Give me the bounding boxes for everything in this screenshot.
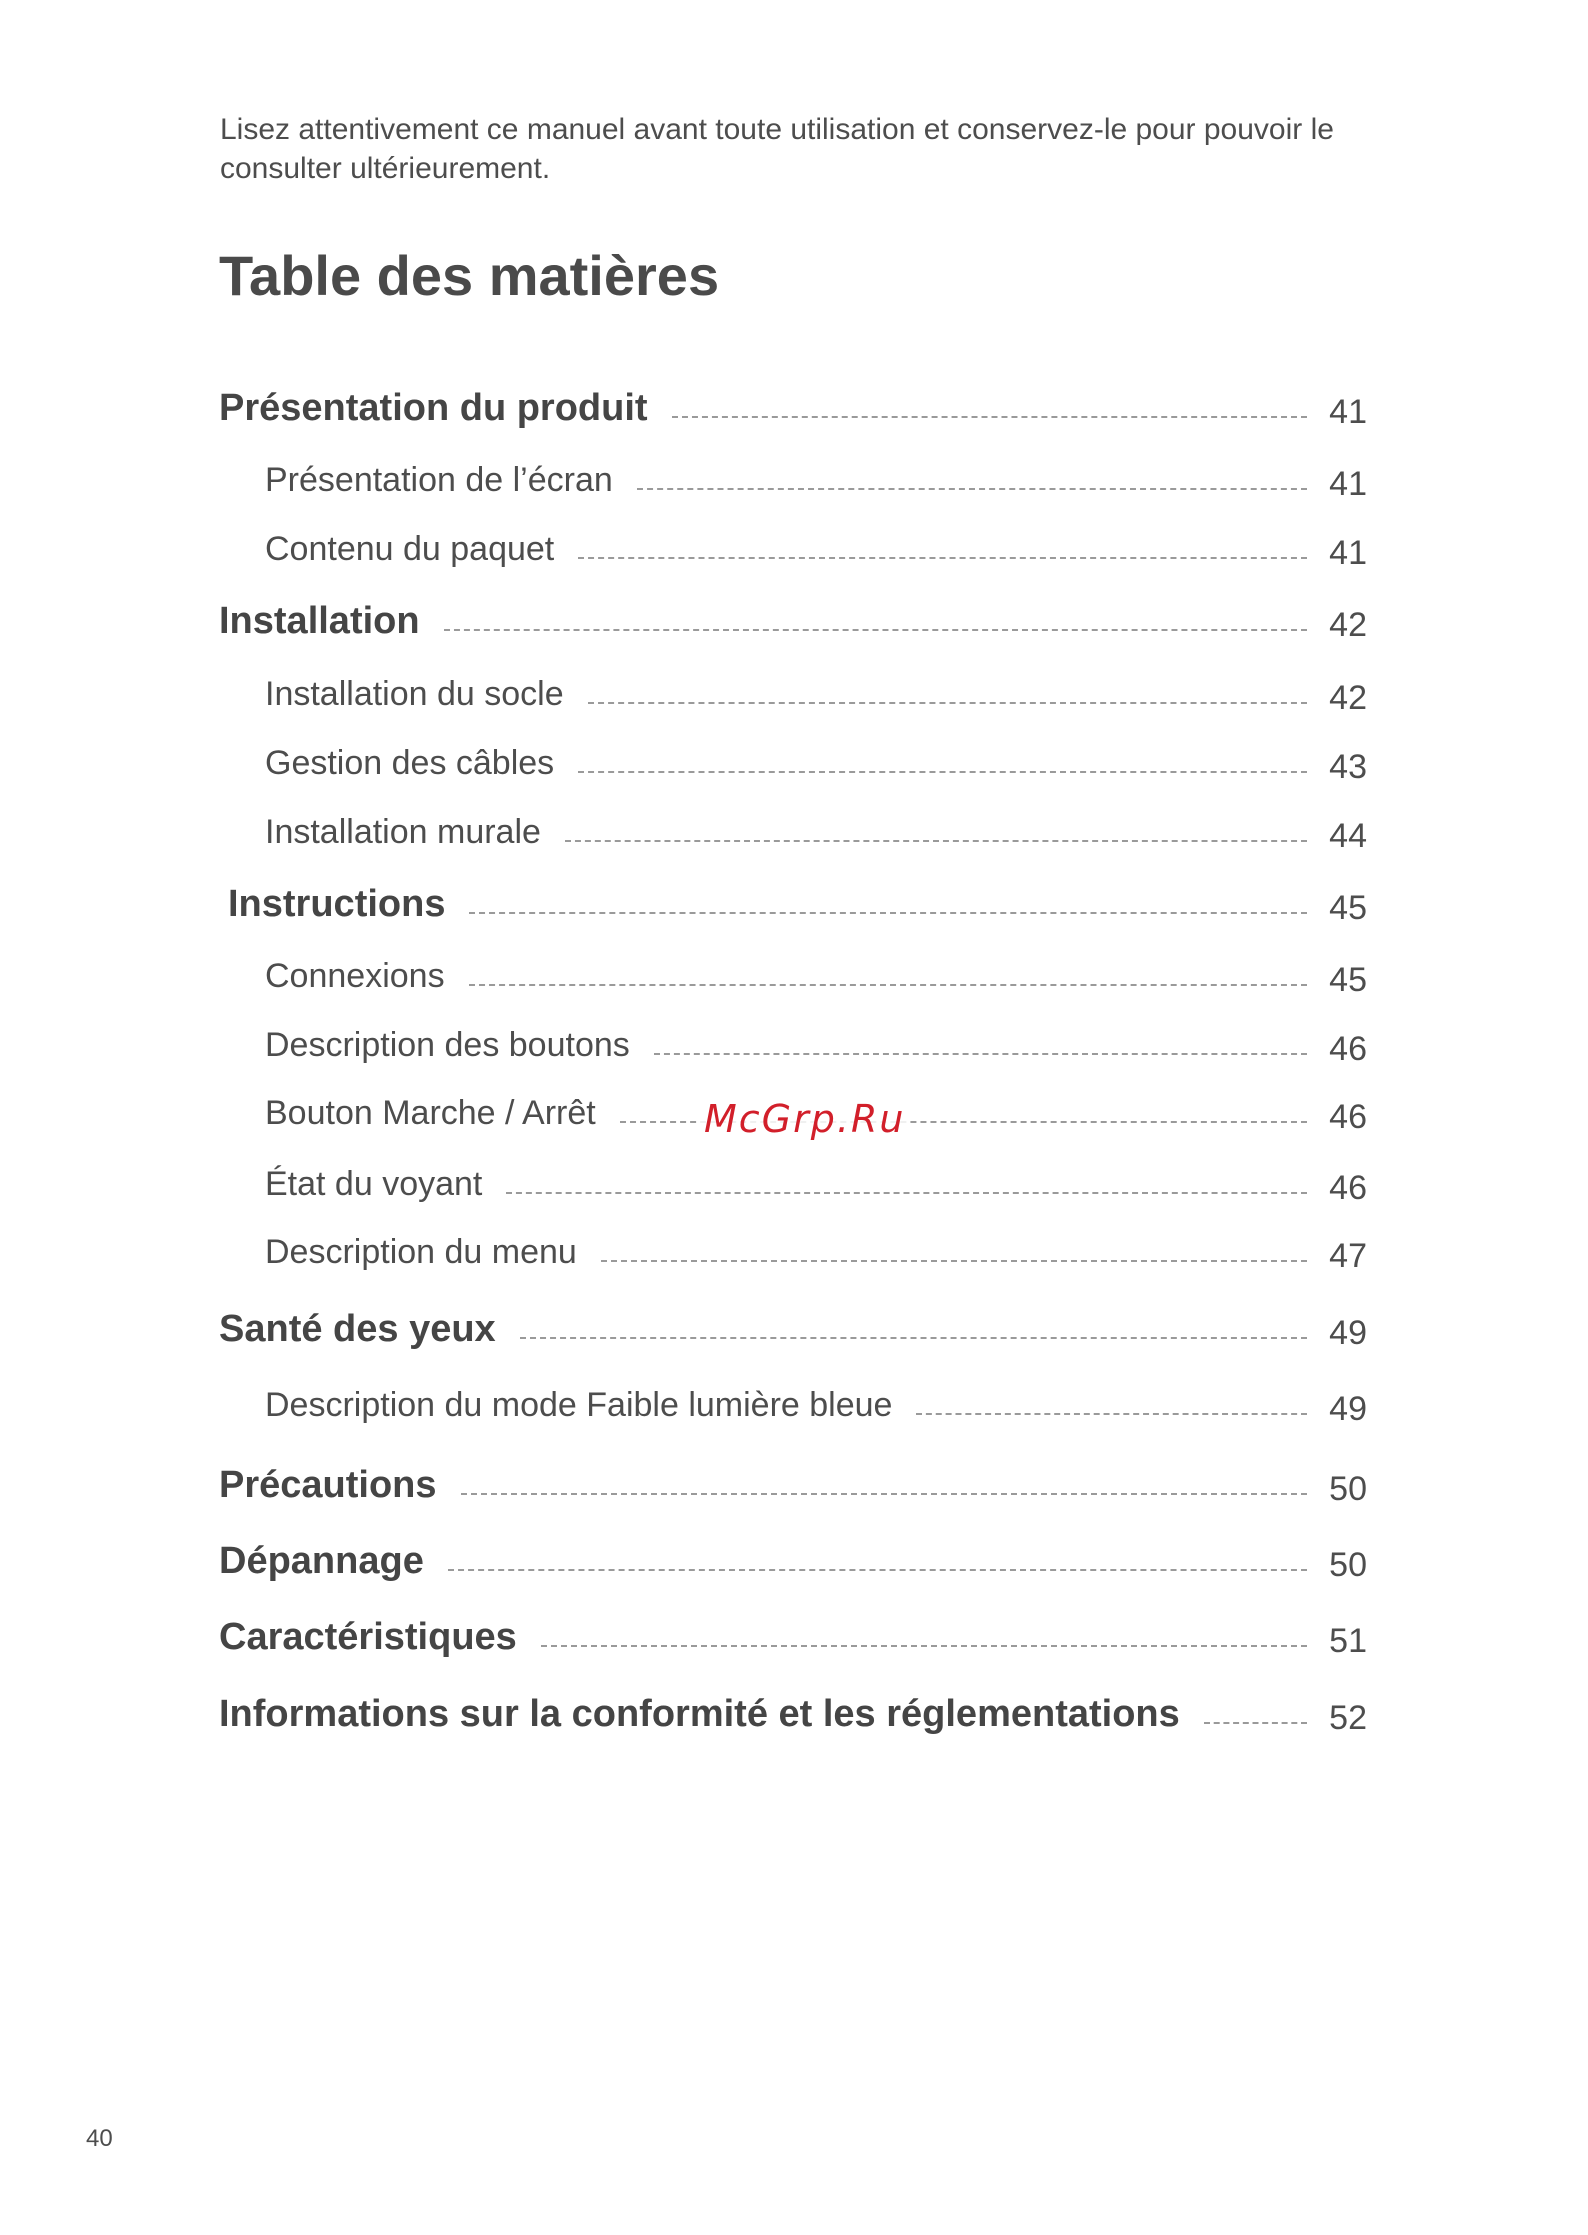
toc-entry-label: Bouton Marche / Arrêt <box>265 1094 596 1132</box>
dotted-leader <box>469 912 1307 914</box>
dotted-leader <box>506 1192 1307 1194</box>
toc-page-number: 46 <box>1329 1030 1367 1068</box>
intro-text: Lisez attentivement ce manuel avant toute utilisation et conservez-le pour pouvoir le consulter ultérieurement. <box>220 113 1334 185</box>
dotted-leader <box>654 1053 1307 1055</box>
toc-entry-label: Contenu du paquet <box>265 530 555 568</box>
toc-entry[interactable] <box>219 1301 1367 1351</box>
dotted-leader <box>448 1569 1307 1571</box>
toc-page-number: 51 <box>1329 1622 1367 1660</box>
dotted-leader <box>637 488 1307 490</box>
toc-entry[interactable] <box>265 804 1367 854</box>
dotted-leader <box>601 1260 1307 1262</box>
page-number: 40 <box>86 2125 113 2152</box>
toc-page-number: 45 <box>1329 889 1367 927</box>
toc-entry[interactable] <box>219 593 1367 643</box>
dotted-leader <box>565 840 1307 842</box>
toc-entry-label: Description des boutons <box>265 1026 630 1064</box>
dotted-leader <box>672 416 1307 418</box>
toc-entry-label: Informations sur la conformité et les réglementations <box>219 1693 1180 1735</box>
toc-entry-label: Instructions <box>228 883 446 925</box>
dotted-leader <box>469 984 1307 986</box>
toc-entry-label: État du voyant <box>265 1165 483 1203</box>
toc-entry[interactable] <box>219 1609 1367 1659</box>
toc-entry[interactable] <box>265 1377 1367 1427</box>
toc-entry[interactable] <box>219 1686 1367 1736</box>
toc-entry[interactable] <box>265 1156 1367 1206</box>
toc-entry-label: Précautions <box>219 1464 437 1506</box>
toc-page-number: 47 <box>1329 1237 1367 1275</box>
toc-page-number: 41 <box>1329 393 1367 431</box>
watermark: McGrp.Ru <box>700 1095 909 1143</box>
toc-page-number: 50 <box>1329 1546 1367 1584</box>
toc-page-number: 50 <box>1329 1470 1367 1508</box>
toc-entry-label: Installation murale <box>265 813 541 851</box>
dotted-leader <box>461 1493 1307 1495</box>
toc-entry[interactable] <box>265 1017 1367 1067</box>
dotted-leader <box>520 1337 1307 1339</box>
toc-entry-label: Description du menu <box>265 1233 577 1271</box>
dotted-leader <box>541 1645 1307 1647</box>
toc-entry[interactable] <box>265 1224 1367 1274</box>
dotted-leader <box>588 702 1307 704</box>
toc-entry[interactable] <box>228 876 1367 926</box>
toc-page-number: 42 <box>1329 679 1367 717</box>
toc-page-number: 42 <box>1329 606 1367 644</box>
toc-entry-label: Connexions <box>265 957 445 995</box>
dotted-leader <box>1204 1722 1307 1724</box>
toc-entry[interactable] <box>219 1533 1367 1583</box>
toc-page-number: 52 <box>1329 1699 1367 1737</box>
toc-entry-label: Présentation du produit <box>219 387 648 429</box>
toc-entry[interactable] <box>219 1457 1367 1507</box>
dotted-leader <box>444 629 1307 631</box>
toc-entry[interactable] <box>265 735 1367 785</box>
toc-entry[interactable] <box>265 666 1367 716</box>
toc-entry-label: Installation <box>219 600 420 642</box>
toc-page-number: 44 <box>1329 817 1367 855</box>
toc-title: Table des matières <box>219 244 720 307</box>
toc-entry-label: Dépannage <box>219 1540 424 1582</box>
toc-entry[interactable] <box>265 452 1367 502</box>
toc-page-number: 45 <box>1329 961 1367 999</box>
toc-page-number: 46 <box>1329 1169 1367 1207</box>
dotted-leader <box>578 771 1307 773</box>
toc-entry-label: Caractéristiques <box>219 1616 517 1658</box>
toc-entry-label: Installation du socle <box>265 675 564 713</box>
toc-entry-label: Présentation de l’écran <box>265 461 613 499</box>
toc-entry[interactable] <box>265 521 1367 571</box>
toc-entry[interactable] <box>265 948 1367 998</box>
dotted-leader <box>916 1413 1307 1415</box>
toc-page-number: 46 <box>1329 1098 1367 1136</box>
toc-entry-label: Description du mode Faible lumière bleue <box>265 1386 893 1424</box>
dotted-leader <box>578 557 1307 559</box>
toc-entry[interactable] <box>219 380 1367 430</box>
toc-page-number: 41 <box>1329 534 1367 572</box>
toc-page-number: 49 <box>1329 1314 1367 1352</box>
toc-page-number: 49 <box>1329 1390 1367 1428</box>
toc-entry-label: Gestion des câbles <box>265 744 555 782</box>
toc-entry-label: Santé des yeux <box>219 1308 496 1350</box>
toc-page-number: 43 <box>1329 748 1367 786</box>
toc-page-number: 41 <box>1329 465 1367 503</box>
